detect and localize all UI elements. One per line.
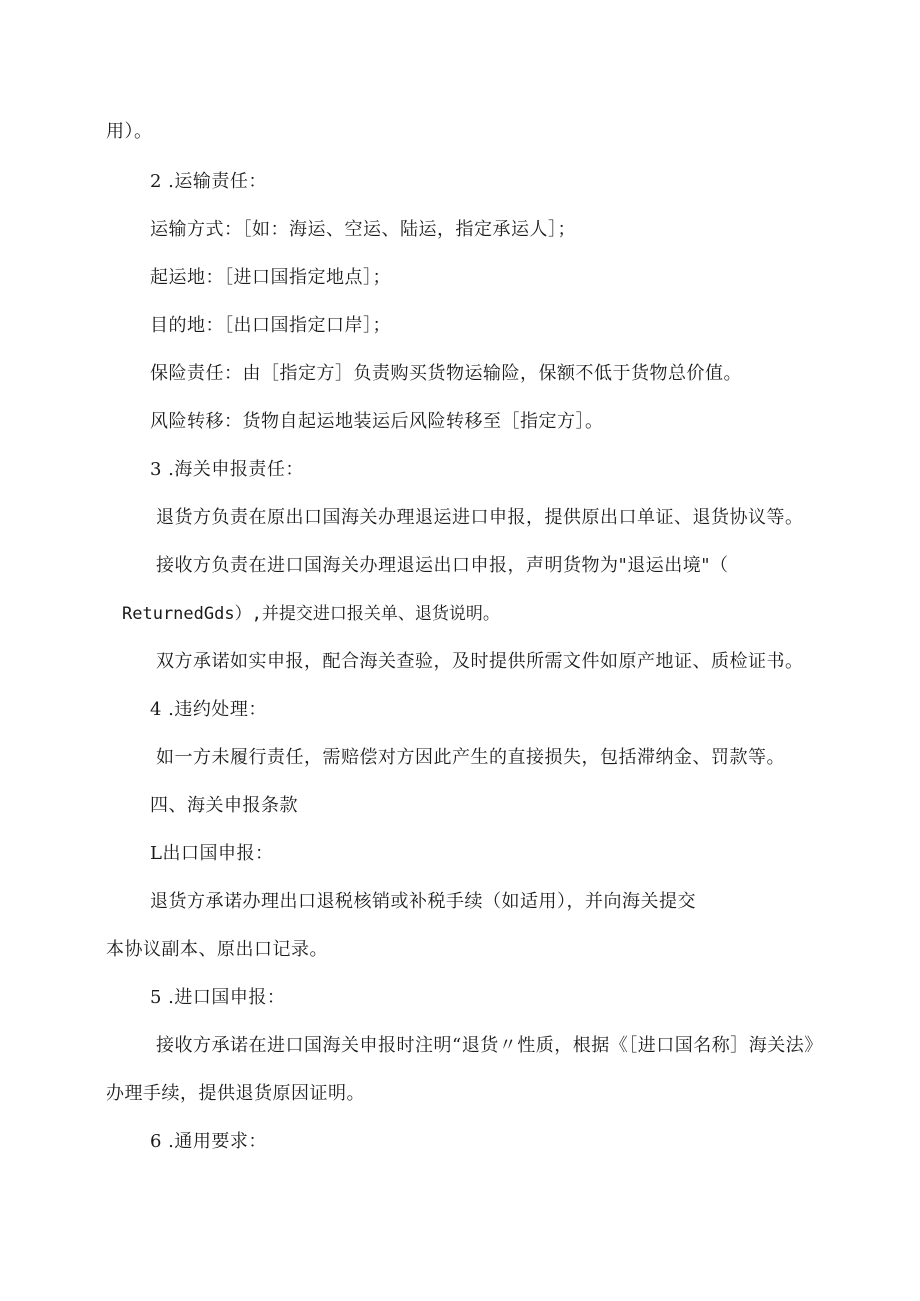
text-line-import-note-cont: 办理手续，提供退货原因证明。 <box>106 1083 365 1104</box>
text-line-compensation: 如一方未履行责任，需赔偿对方因此产生的直接损失，包括滞纳金、罚款等。 <box>156 747 785 768</box>
text-line-destination: 目的地：［出口国指定口岸］； <box>150 315 391 336</box>
subsection-import-declaration: 5 .进口国申报： <box>150 987 286 1008</box>
text-line-transport-mode: 运输方式：［如：海运、空运、陆运，指定承运人］； <box>150 219 576 240</box>
text-line-origin: 起运地：［进口国指定地点］； <box>150 267 391 288</box>
text-line-receiver-duty: 接收方负责在进口国海关办理退运出口申报，声明货物为"退运出境"（ <box>156 555 729 576</box>
section-heading-customs: 3 .海关申报责任： <box>150 459 304 480</box>
text-line-export-refund: 退货方承诺办理出口退税核销或补税手续（如适用），并向海关提交 <box>150 891 696 912</box>
text-line-returner-duty: 退货方负责在原出口国海关办理退运进口申报，提供原出口单证、退货协议等。 <box>156 507 804 528</box>
section-heading-breach: 4 .违约处理： <box>150 699 267 720</box>
subsection-export-declaration: L出口国申报： <box>150 843 274 864</box>
text-line-insurance: 保险责任：由［指定方］负责购买货物运输险，保额不低于货物总价值。 <box>150 363 742 384</box>
section-heading-transport: 2 .运输责任： <box>150 171 267 192</box>
text-line-continuation: 用）。 <box>106 121 153 142</box>
text-line-risk-transfer: 风险转移：货物自起运地装运后风险转移至［指定方］。 <box>150 411 604 432</box>
text-line-export-refund-cont: 本协议副本、原出口记录。 <box>106 939 328 960</box>
subsection-general-requirements: 6 .通用要求： <box>150 1131 267 1152</box>
section-heading-customs-clause: 四、海关申报条款 <box>150 795 298 816</box>
text-line-returned-goods: ReturnedGds）,并提交进口报关单、退货说明。 <box>122 604 500 624</box>
text-line-import-note: 接收方承诺在进口国海关申报时注明“退货〃性质，根据《［进口国名称］海关法》 <box>156 1035 823 1056</box>
text-line-declaration-promise: 双方承诺如实申报，配合海关查验，及时提供所需文件如原产地证、质检证书。 <box>156 651 804 672</box>
